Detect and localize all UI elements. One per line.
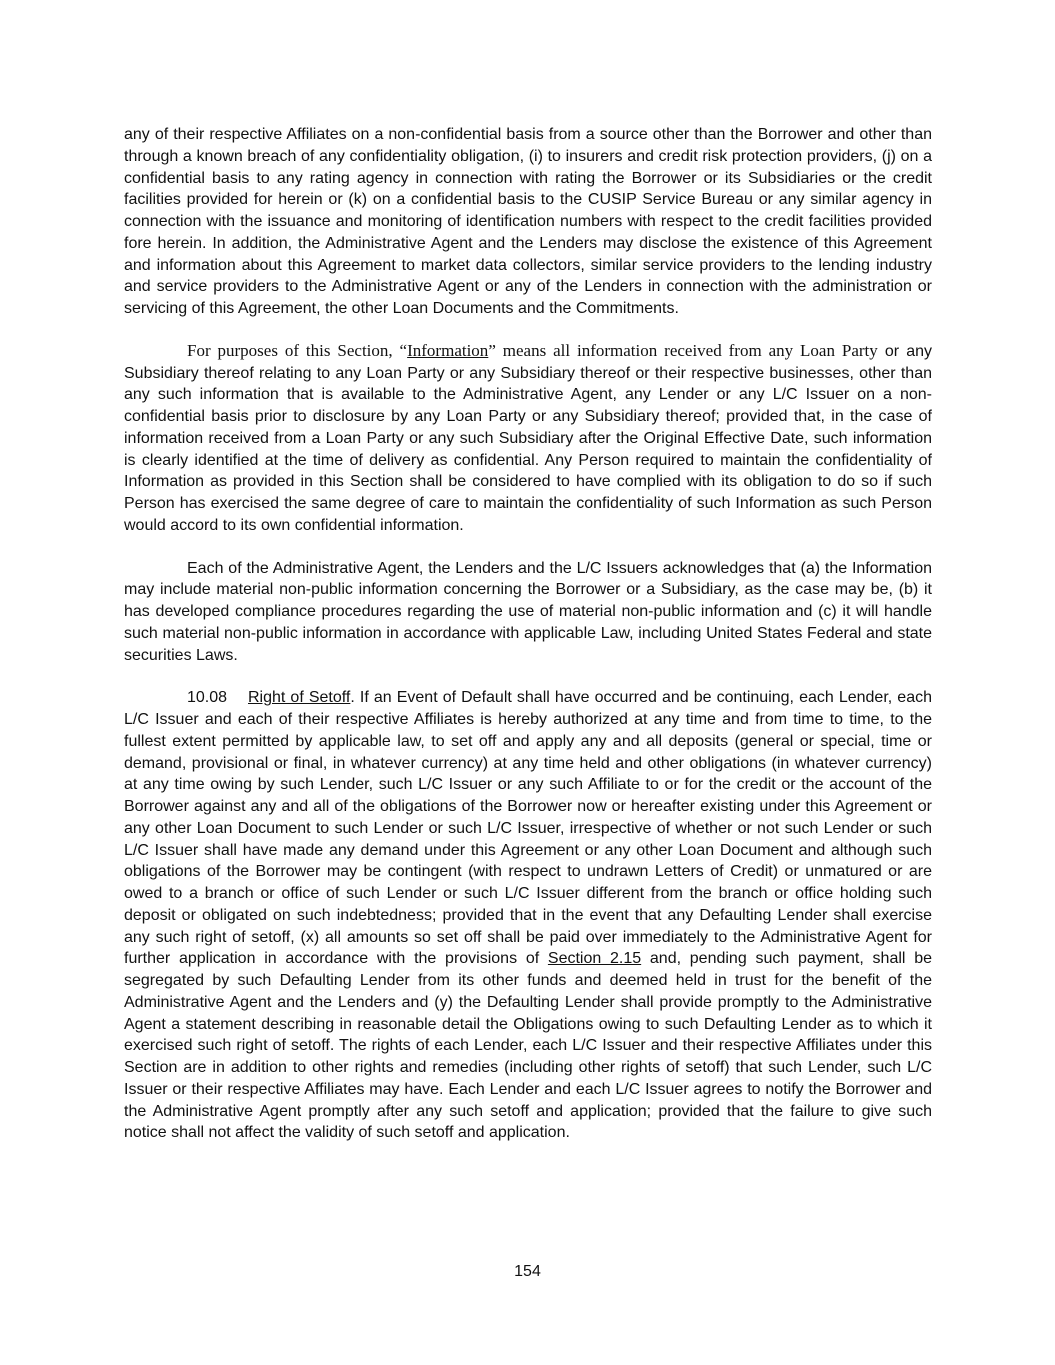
section-heading-period: . [350, 689, 355, 707]
section-10-08-right-of-setoff [124, 687, 932, 1144]
paragraph-acknowledgement: Each of the Administrative Agent, the Lenders and the L/C Issuers acknowledges that (a) the Information may include material non-public information concerning the Borrower or a Subsidiary, as the case may be, (b) it has developed compliance procedures regarding the use of material non-public information and (c) it will handle such material non-public information in accordance with applicable Law, including United States Federal and state securities Laws. [124, 559, 932, 664]
definition-lead-end: ” means all information received from any Loan Party [488, 340, 878, 360]
document-page [124, 124, 932, 1144]
cross-reference-section-2-15: Section 2.15 [547, 950, 642, 968]
defined-term-information: Information [407, 340, 489, 360]
definition-body: or any Subsidiary thereof relating to any Loan Party or any Subsidiary thereof or their respective businesses, other than any such information that is available to the Administrative Agent, any Lender or any L/C Issuer on a non-confidential basis prior to disclosure by any Loan Party or any Subsidiary thereof; provided that, in the case of information received from a Loan Party or any such Subsidiary after the Original Effective Date, such information is clearly identified at the time of delivery as confidential. Any Person required to maintain the confidentiality of Information as provided in this Section shall be considered to have complied with its obligation to do so if such Person has exercised the same degree of care to maintain the confidentiality of such Information as such Person would accord to its own confidential information. [124, 342, 932, 534]
page-number: 154 [514, 1263, 541, 1280]
section-heading: Right of Setoff [248, 689, 351, 707]
section-number: 10.08 [187, 689, 228, 707]
definition-lead [187, 341, 878, 360]
paragraph-confidentiality-continued: any of their respective Affiliates on a non-confidential basis from a source other than the Borrower and other than through a known breach of any confidentiality obligation, (i) to insurers and credit risk protection providers, (j) on a confidential basis to any rating agency in connection with rating the Borrower or its Subsidiaries or the credit facilities provided for herein or (k) on a confidential basis to the CUSIP Service Bureau or any similar agency in connection with the issuance and monitoring of identification numbers with respect to the credit facilities provided fore herein. In addition, the Administrative Agent and the Lenders may disclose the existence of this Agreement and information about this Agreement to market data collectors, similar service providers to the lending industry and service providers to the Administrative Agent or any of the Lenders in connection with the administration or servicing of this Agreement, the other Loan Documents and the Commitments. [124, 126, 932, 317]
definition-lead-start: For purposes of this Section, “ [187, 340, 408, 360]
section-body-part2: and, pending such payment, shall be segregated by such Defaulting Lender from its other funds and deemed held in trust for the benefit of the Administrative Agent and the Lenders and (y) the Defaulting Lender shall provide promptly to the Administrative Agent a statement describing in reasonable detail the Obligations owing to such Defaulting Lender as to which it exercised such right of setoff. The rights of each Lender, each L/C Issuer and their respective Affiliates under this Section are in addition to other rights and remedies (including other rights of setoff) that such Lender, such L/C Issuer or their respective Affiliates may have. Each Lender and each L/C Issuer agrees to notify the Borrower and the Administrative Agent promptly after any such setoff and application; provided that the failure to give such notice shall not affect the validity of such setoff and application. [124, 950, 932, 1142]
paragraph-information-definition [124, 340, 932, 537]
section-body-part1: If an Event of Default shall have occurred and be continuing, each Lender, each L/C Issuer and each of their respective Affiliates is hereby authorized at any time and from time to time, to the fullest extent permitted by applicable law, to set off and apply any and all deposits (general or special, time or demand, provisional or final, in whatever currency) at any time held and other obligations (in whatever currency) at any time owing by such Lender, such L/C Issuer or any such Affiliate to or for the credit or the account of the Borrower against any and all of the obligations of the Borrower now or hereafter existing under this Agreement or any other Loan Document to such Lender or such L/C Issuer, irrespective of whether or not such Lender or such L/C Issuer shall have made any demand under this Agreement or any other Loan Document and although such obligations of the Borrower may be contingent (with respect to undrawn Letters of Credit) or unmatured or are owed to a branch or office of such Lender or such L/C Issuer different from the branch or office holding such deposit or obligated on such indebtedness; provided that in the event that any Defaulting Lender shall exercise any such right of setoff, (x) all amounts so set off shall be paid over immediately to the Administrative Agent for further application in accordance with the provisions of [124, 689, 932, 968]
